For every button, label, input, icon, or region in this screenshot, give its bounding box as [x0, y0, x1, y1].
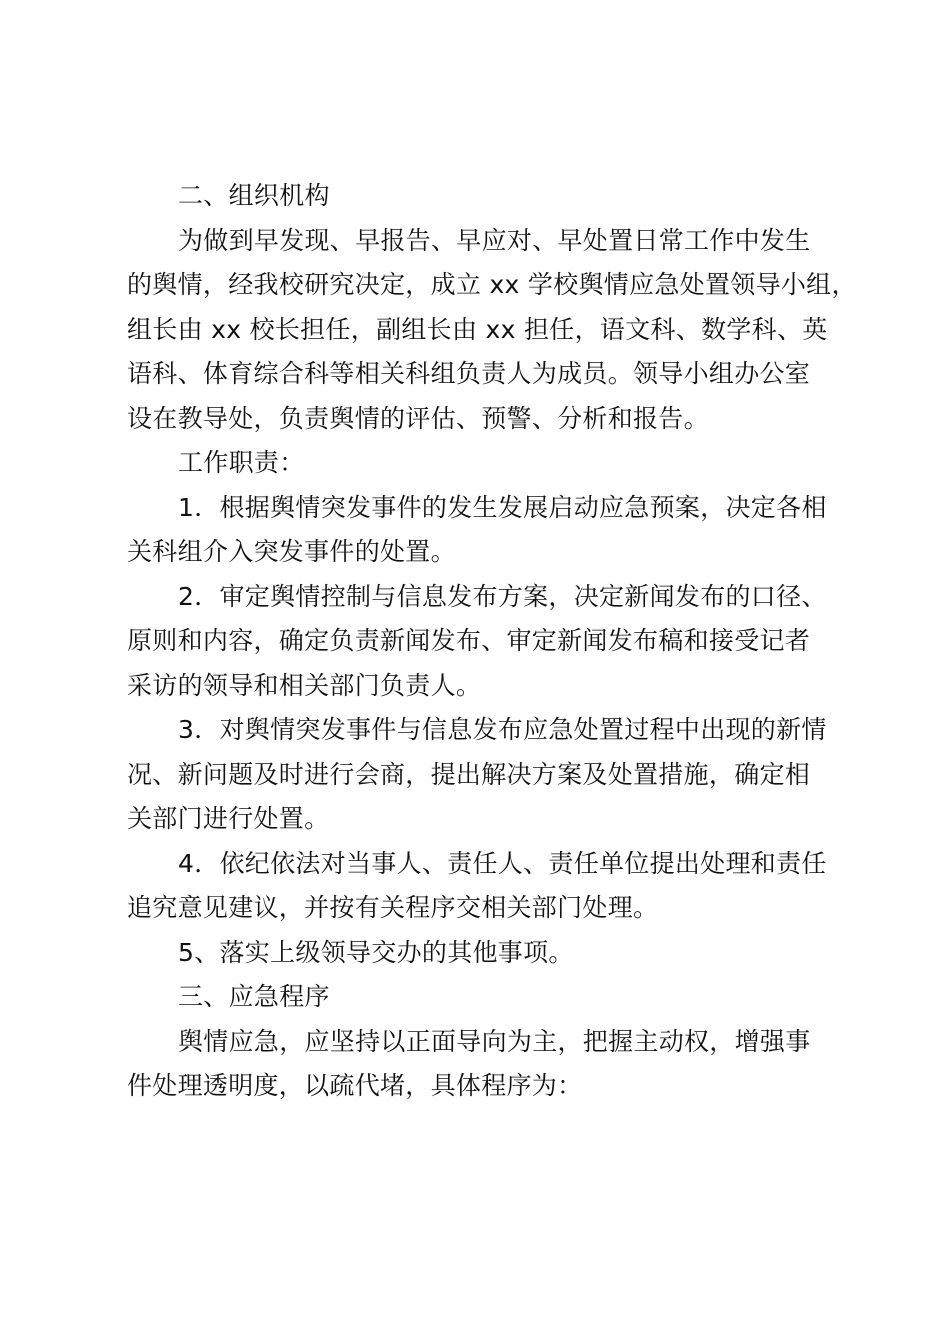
paragraph-organization: [127, 219, 857, 442]
text-line: 追究意见建议，并按有关程序交相关部门处理。: [127, 893, 659, 922]
duty-item-5: 5、落实上级领导交办的其他事项。: [178, 937, 574, 967]
duty-item-2: [127, 575, 847, 709]
duties-title: 工作职责：: [178, 448, 305, 477]
text-line: 原则和内容，确定负责新闻发布、审定新闻发布稿和接受记者: [127, 626, 811, 655]
text-line: 设在教导处，负责舆情的评估、预警、分析和报告。: [127, 403, 709, 433]
text-line: 的舆情，经我校研究决定，成立 xx 学校舆情应急处置领导小组，: [127, 270, 857, 299]
duty-item-4: [127, 842, 847, 931]
text-line: 语科、体育综合科等相关科组负责人为成员。领导小组办公室: [127, 359, 811, 388]
text-line: 2．审定舆情控制与信息发布方案，决定新闻发布的口径、: [178, 581, 827, 611]
text-line: 采访的领导和相关部门负责人。: [127, 670, 482, 700]
section-heading-procedure: 三、应急程序: [178, 982, 330, 1011]
duty-item-3: [127, 708, 847, 842]
text-line: 4．依纪依法对当事人、责任人、责任单位提出处理和责任: [178, 848, 827, 878]
text-line: 件处理透明度，以疏代堵，具体程序为：: [127, 1071, 583, 1100]
section-heading-organization: 二、组织机构: [178, 181, 330, 210]
text-line: 况、新问题及时进行会商，提出解决方案及处置措施，确定相: [127, 759, 811, 789]
text-line: 为做到早发现、早报告、早应对、早处置日常工作中发生: [178, 225, 811, 255]
document-body: [127, 174, 857, 1109]
text-line: 组长由 xx 校长担任，副组长由 xx 担任，语文科、数学科、英: [127, 314, 828, 344]
text-line: 3．对舆情突发事件与信息发布应急处置过程中出现的新情: [178, 715, 827, 744]
text-line: 1．根据舆情突发事件的发生发展启动应急预案，决定各相: [178, 492, 827, 522]
text-line: 关部门进行处置。: [127, 804, 330, 833]
duty-item-1: [127, 486, 847, 575]
text-line: 关科组介入突发事件的处置。: [127, 537, 456, 566]
text-line: 舆情应急，应坚持以正面导向为主，把握主动权，增强事: [178, 1026, 811, 1056]
paragraph-procedure: [127, 1020, 847, 1109]
